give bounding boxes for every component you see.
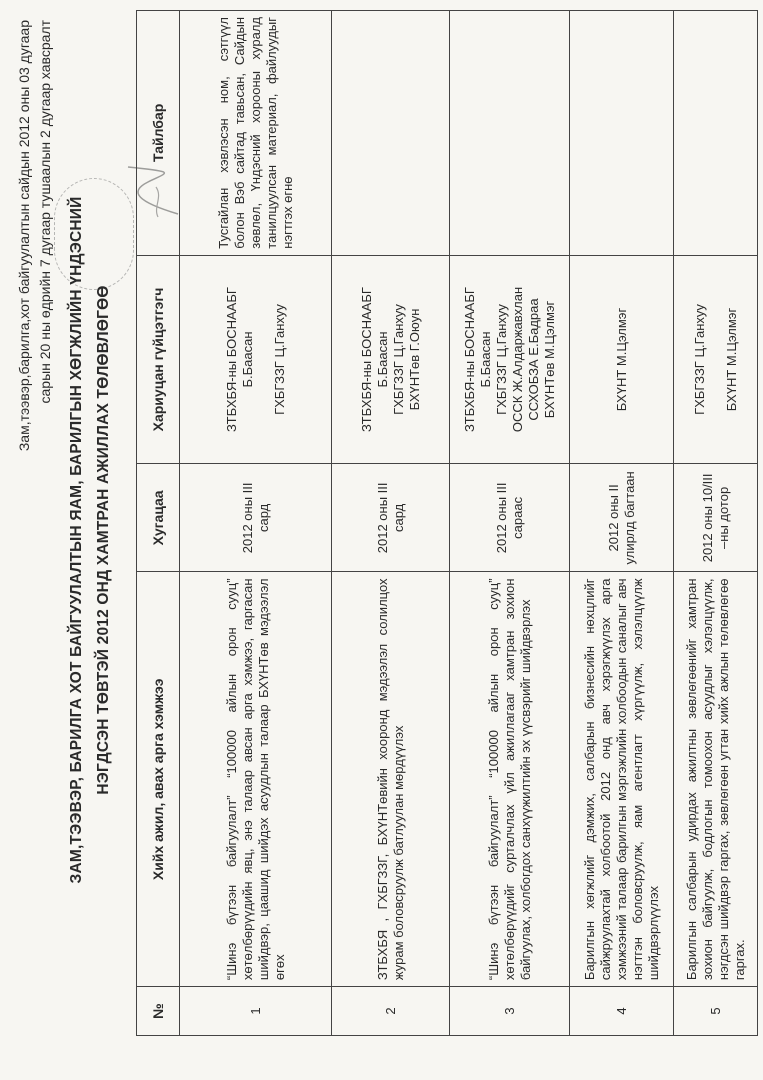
responsible-line: БХҮНТөв М.Цэлмэг (541, 300, 557, 419)
row-note (674, 11, 758, 256)
responsible-line: БХҮНТөв Г.Оюун (406, 308, 422, 411)
row-note (332, 11, 450, 256)
table-row (450, 11, 570, 1036)
responsible-line (708, 262, 724, 458)
responsible-line: ГХБГЗЗГ Ц.Ганхуу (691, 304, 707, 415)
plan-table (136, 10, 758, 1036)
responsible-line: Б.Баасан (239, 331, 255, 388)
row-responsible (332, 255, 450, 464)
document-title-line-2: НЭГДСЭН ТӨВТЭЙ 2012 ОНД ХАМТРАН АЖИЛЛАХ ТӨЛӨВЛӨГӨӨ (95, 285, 112, 795)
responsible-line (256, 262, 272, 458)
header-responsible: Хариуцан гүйцэтгэгч (137, 255, 180, 464)
row-note (450, 11, 570, 256)
document-title-line-1: ЗАМ,ТЭЭВЭР, БАРИЛГА ХОТ БАЙГУУЛАЛТЫН ЯАМ, БАРИЛГЫН ХӨГЖЛИЙН ҮНДЭСНИЙ (68, 196, 85, 884)
row-number: 2 (332, 987, 450, 1036)
header-number: № (137, 987, 180, 1036)
row-deadline: 2012 оны III сард (180, 464, 332, 572)
responsible-line: БХҮНТ М.Цэлмэг (613, 307, 629, 412)
responsible-line: ОССК Ж.Алдаржавхлан (509, 286, 525, 433)
row-note: Тусгайлан хэвлэсэн ном, сэтгүүл болон Вэб сайтад тавьсан, Сайдын зөвлөл, Үндэсний хорооны хуралд танилцуулсан материал, файлуудыг нэгтгэх өгнө (180, 11, 332, 256)
row-task: “Шинэ бүтээн байгуулалт” “100000 айлын орон сууц” хөтөлбөрүүдийн явц, энэ талаар авсан арга хэмжээ, гаргасан шийдвэр, цаашид шийдэх асуудлын талаар БХҮНТөв мэдээлэл өгөх (180, 572, 332, 987)
row-responsible (674, 255, 758, 464)
table-row (674, 11, 758, 1036)
row-deadline: 2012 оны III сард (332, 464, 450, 572)
responsible-line: ССХОБЗА Е.Бадраа (525, 298, 541, 421)
header-note: Тайлбар (137, 11, 180, 256)
row-deadline: 2012 оны II улирлд багтаан (570, 464, 674, 572)
row-number: 1 (180, 987, 332, 1036)
header-deadline: Хугацаа (137, 464, 180, 572)
table-header-row (137, 11, 180, 1036)
responsible-line: ЗТБХБЯ-ны БОСНААБГ (358, 287, 374, 432)
row-task: Барилгын салбарын удирдах ажилтны зөвлөгөөнийг хамтран зохион байгуулж, бодлогын томоохон асуудлыг хэлэлцүүлж, нэгдсэн шийдвэр гаргах, зөвлөгөөн угтан хийх ажлын төлөвлөгөө гаргах. (674, 572, 758, 987)
approval-line-1: Зам,тээвэр,барилга,хот байгуулалтын сайдын 2012 оны 03 дугаар (16, 20, 32, 452)
responsible-line: Б.Баасан (374, 331, 390, 388)
responsible-line: ГХБГЗЗГ Ц.Ганхуу (493, 304, 509, 415)
row-task: “Шинэ бүтээн байгуулалт” “100000 айлын орон сууц” хөтөлбөрүүдийг сурталчлах үйл ажиллагааг хамтран зохион байгуулах, холбогдох санхүүжилтийн эх үүсвэрийг шийдвэрлэх (450, 572, 570, 987)
table-row (570, 11, 674, 1036)
row-number: 4 (570, 987, 674, 1036)
row-note (570, 11, 674, 256)
table-row (180, 11, 332, 1036)
responsible-line: ГХБГЗЗГ Ц.Ганхуу (271, 304, 287, 415)
approval-note (14, 20, 56, 460)
row-responsible (570, 255, 674, 464)
responsible-line: ГХБГЗЗГ Ц.Ганхуу (390, 304, 406, 415)
header-task: Хийх ажил, авах арга хэмжээ (137, 572, 180, 987)
responsible-line: ЗТБХБЯ-ны БОСНААБГ (461, 287, 477, 432)
row-task: ЗТБХБЯ , ГХБГЗЗГ, БХҮНТөвийн хооронд мэдээлэл солилцох журам боловсруулж батлуулан мөрдүүлэх (332, 572, 450, 987)
row-number: 3 (450, 987, 570, 1036)
row-task: Барилгын хөгжлийг дэмжих, салбарын бизнесийн нөхцлийг сайжруулахтай холбоотой 2012 онд авч хэрэгжүүлэх арга хэмжээний талаар барилгын мэргэжлийн холбоодын саналыг авч нэгтгэн боловсруулж, яам агентлагт хүргүүлж, хэлэлцүүлж шийдвэрлүүлэх (570, 572, 674, 987)
row-deadline: 2012 оны III сараас (450, 464, 570, 572)
responsible-line: БХҮНТ М.Цэлмэг (723, 307, 739, 412)
row-number: 5 (674, 987, 758, 1036)
approval-line-2: сарын 20 ны өдрийн 7 дугаар тушаалын 2 дугаар хавсралт (37, 20, 53, 404)
row-responsible (180, 255, 332, 464)
responsible-line: ЗТБХБЯ-ны БОСНААБГ (223, 287, 239, 432)
row-deadline: 2012 оны 10/III –ны дотор (674, 464, 758, 572)
row-responsible (450, 255, 570, 464)
table-row (332, 11, 450, 1036)
responsible-line: Б.Баасан (477, 331, 493, 388)
